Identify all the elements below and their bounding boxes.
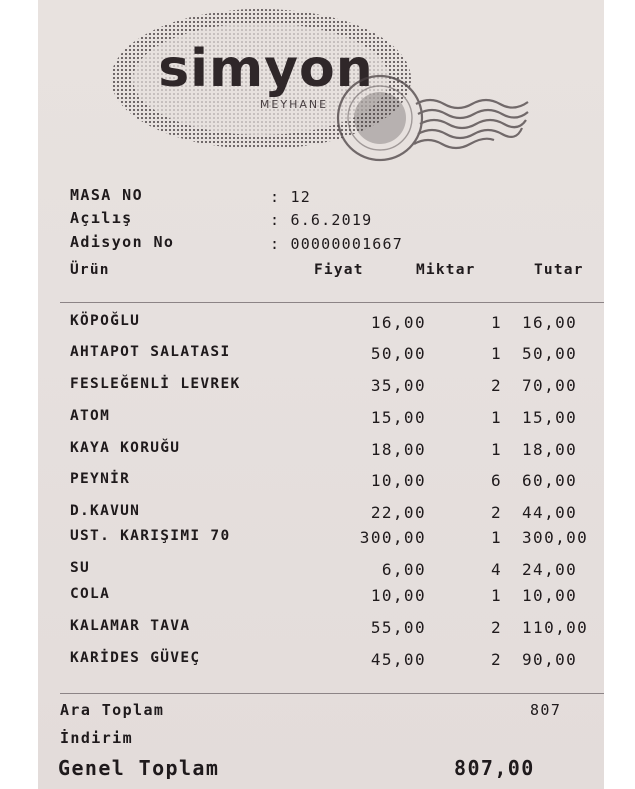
column-price: Fiyat (314, 262, 364, 278)
item-price: 6,00 (381, 560, 426, 579)
item-row (38, 650, 604, 674)
item-price: 10,00 (370, 586, 426, 605)
table-value: : 12 (270, 188, 311, 206)
item-row (38, 313, 604, 337)
item-qty: 1 (490, 313, 502, 332)
item-qty: 1 (490, 586, 502, 605)
item-name: D.KAVUN (70, 503, 141, 519)
item-price: 35,00 (370, 376, 426, 395)
item-total: 50,00 (522, 344, 578, 363)
brand-name: simyon (158, 39, 374, 99)
item-total: 300,00 (522, 528, 589, 547)
item-qty: 1 (490, 440, 502, 459)
item-total: 10,00 (522, 586, 578, 605)
opened-label: Açılış (70, 209, 133, 227)
item-total: 16,00 (522, 313, 578, 332)
item-qty: 1 (490, 408, 502, 427)
item-qty: 1 (490, 344, 502, 363)
item-total: 24,00 (522, 560, 578, 579)
column-total: Tutar (534, 262, 584, 278)
item-qty: 6 (490, 471, 502, 490)
item-price: 300,00 (359, 528, 426, 547)
column-product: Ürün (70, 262, 110, 278)
item-name: COLA (70, 586, 111, 602)
grand-total-label: Genel Toplam (58, 756, 220, 780)
item-total: 60,00 (522, 471, 578, 490)
item-price: 15,00 (370, 408, 426, 427)
item-name: SU (70, 560, 91, 576)
table-label: MASA NO (70, 186, 144, 204)
item-name: KÖPOĞLU (70, 313, 141, 329)
item-price: 22,00 (370, 503, 426, 522)
item-total: 18,00 (522, 440, 578, 459)
subtotal-label: Ara Toplam (60, 701, 165, 719)
item-row (38, 586, 604, 610)
item-price: 55,00 (370, 618, 426, 637)
item-name: KALAMAR TAVA (70, 618, 191, 634)
item-row (38, 471, 604, 495)
item-total: 70,00 (522, 376, 578, 395)
item-total: 110,00 (522, 618, 589, 637)
item-name: KARİDES GÜVEÇ (70, 650, 201, 666)
item-row (38, 503, 604, 527)
check-value: : 00000001667 (270, 235, 403, 253)
discount-label: İndirim (60, 729, 134, 747)
item-price: 10,00 (370, 471, 426, 490)
item-row (38, 440, 604, 464)
item-qty: 1 (490, 528, 502, 547)
item-qty: 2 (490, 618, 502, 637)
item-total: 90,00 (522, 650, 578, 669)
item-qty: 2 (490, 503, 502, 522)
item-row (38, 408, 604, 432)
item-qty: 2 (490, 376, 502, 395)
item-price: 45,00 (370, 650, 426, 669)
item-qty: 2 (490, 650, 502, 669)
grand-total-value: 807,00 (454, 756, 535, 780)
item-price: 50,00 (370, 344, 426, 363)
stamp-mark (320, 60, 540, 180)
item-row (38, 344, 604, 368)
item-price: 16,00 (370, 313, 426, 332)
column-qty: Miktar (416, 262, 476, 278)
subtotal-value: 807 (530, 701, 562, 719)
item-price: 18,00 (370, 440, 426, 459)
item-qty: 4 (490, 560, 502, 579)
receipt-paper (38, 0, 604, 789)
item-name: UST. KARIŞIMI 70 (70, 528, 231, 544)
item-total: 44,00 (522, 503, 578, 522)
item-row (38, 560, 604, 584)
item-name: FESLEĞENLİ LEVREK (70, 376, 241, 392)
item-name: PEYNİR (70, 471, 131, 487)
summary-divider (60, 693, 604, 694)
item-name: KAYA KORUĞU (70, 440, 181, 456)
item-row (38, 618, 604, 642)
brand-subtitle: MEYHANE (259, 98, 329, 111)
header-divider (60, 302, 604, 303)
item-row (38, 528, 604, 552)
item-row (38, 376, 604, 400)
item-name: ATOM (70, 408, 111, 424)
opened-value: : 6.6.2019 (270, 211, 373, 229)
item-name: AHTAPOT SALATASI (70, 344, 231, 360)
check-label: Adisyon No (70, 233, 175, 251)
item-total: 15,00 (522, 408, 578, 427)
